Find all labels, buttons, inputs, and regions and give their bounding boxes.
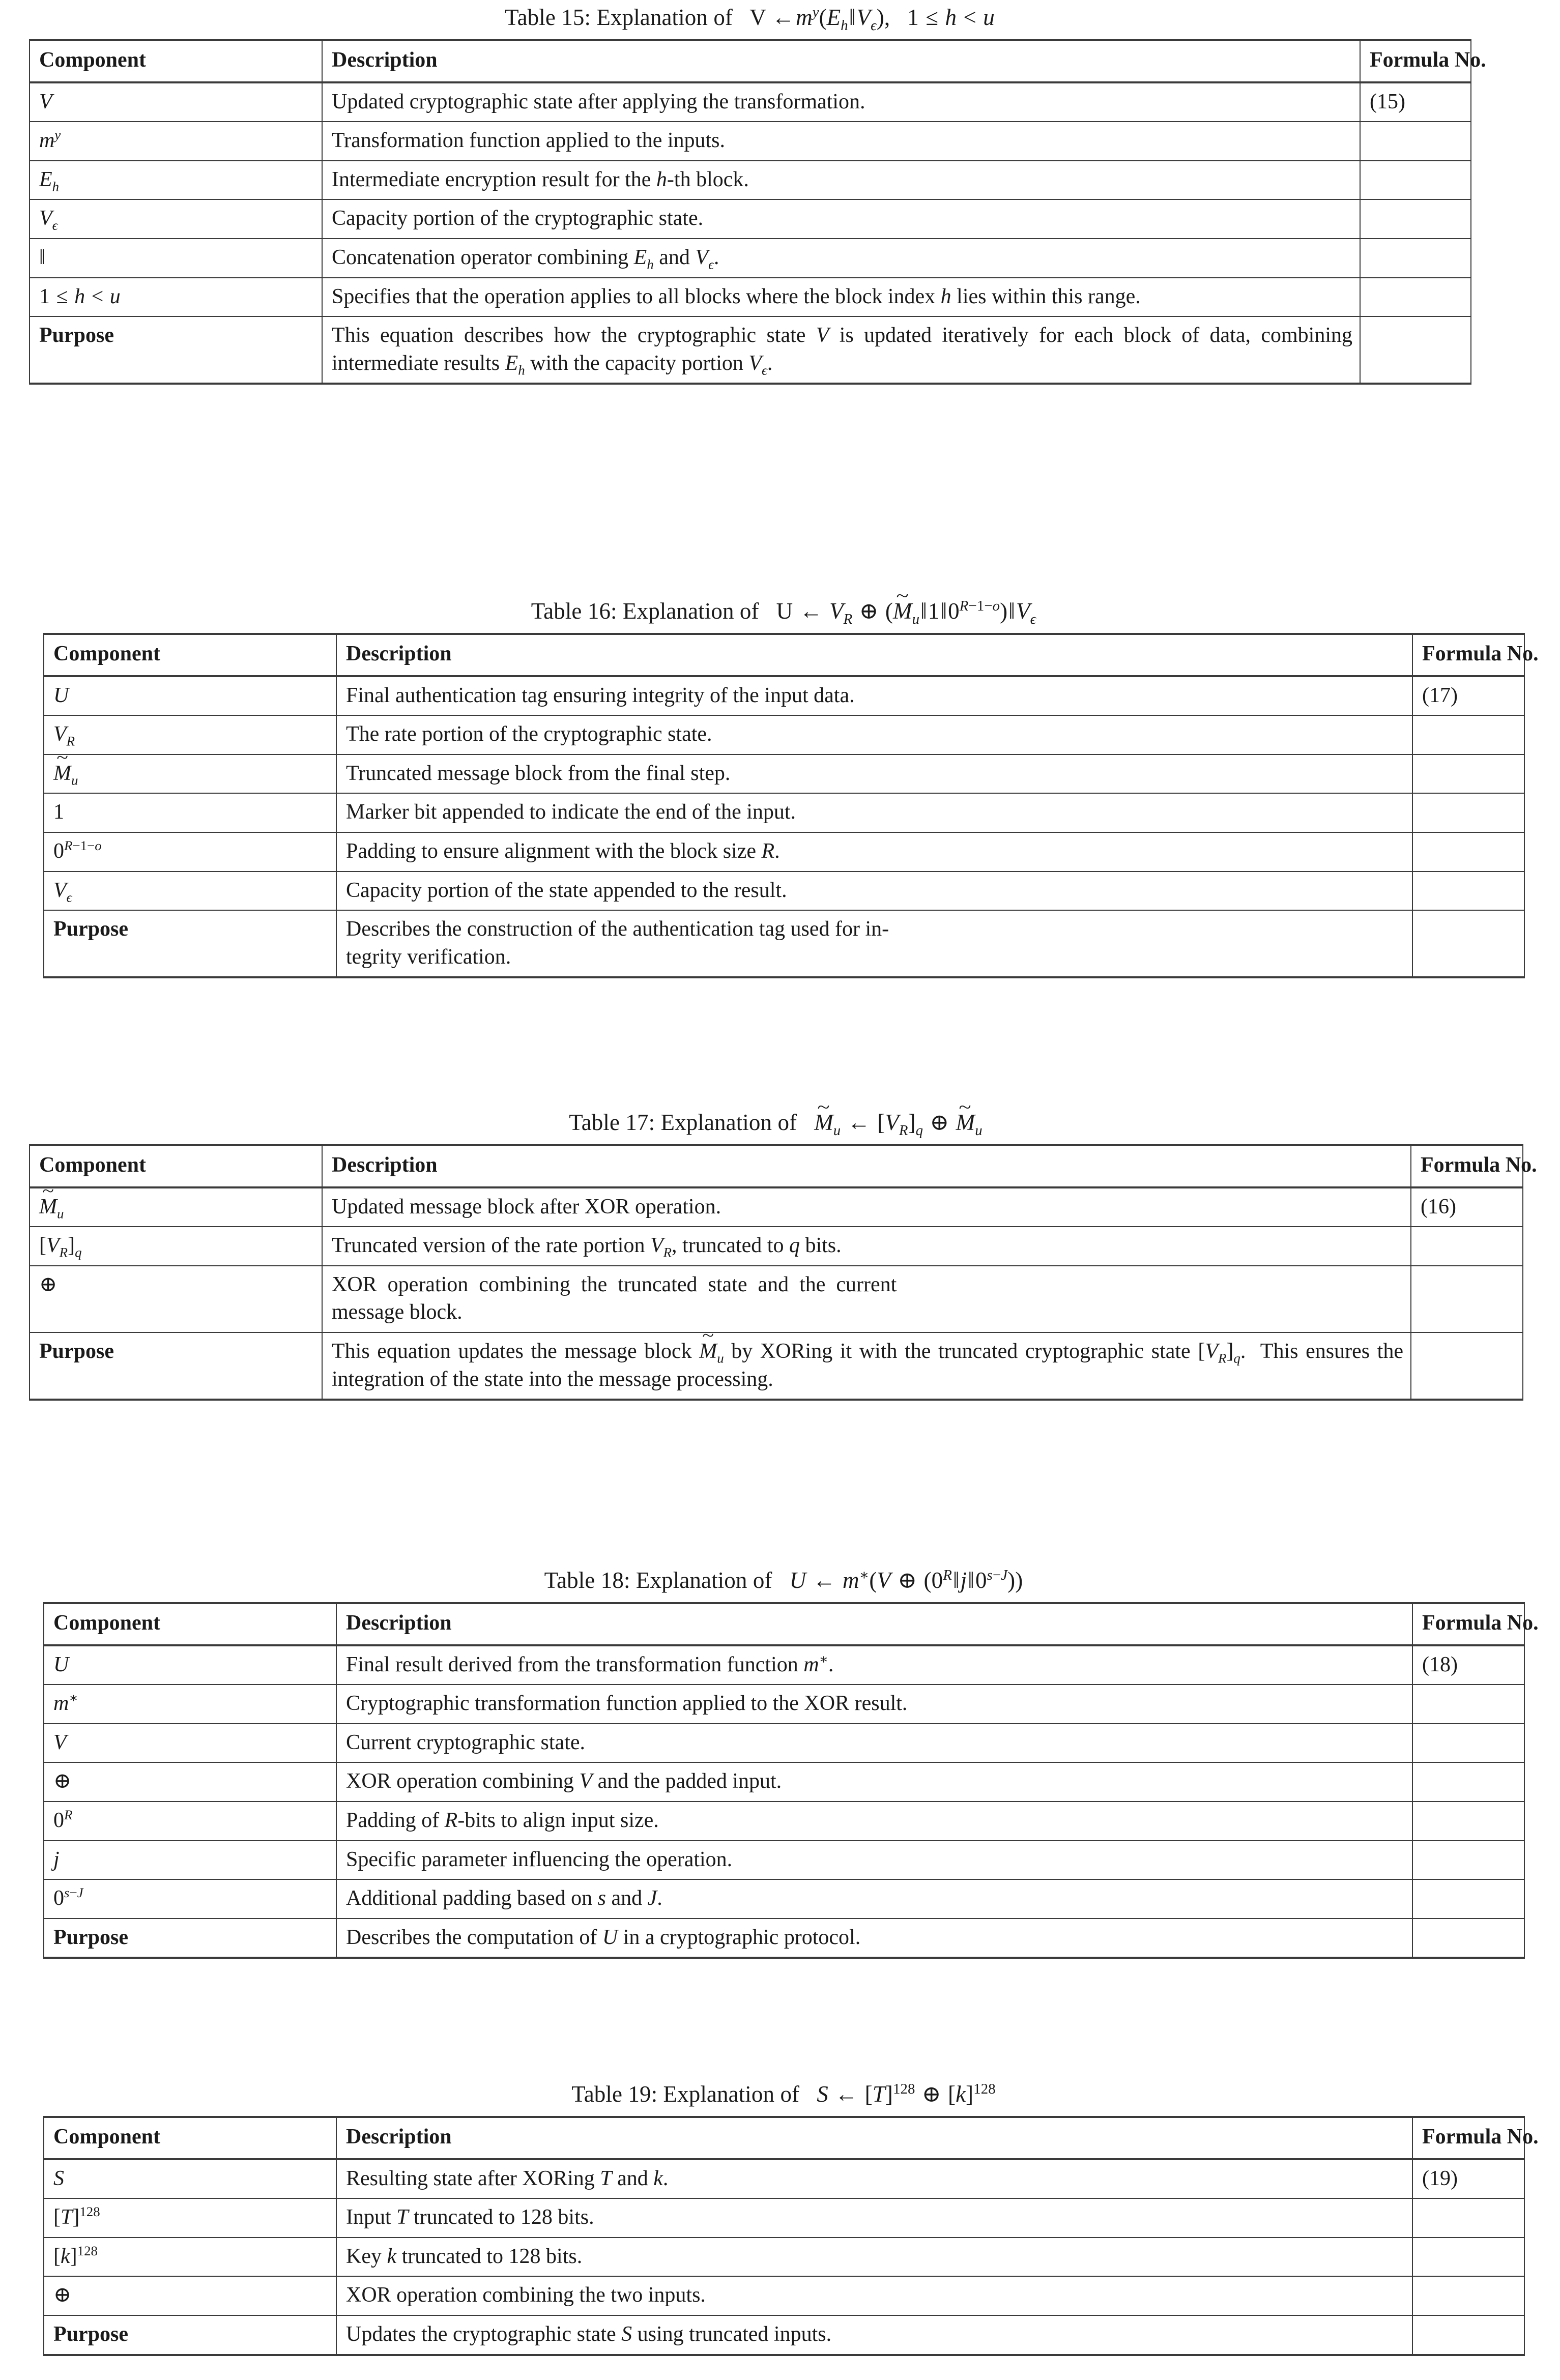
table-header-row [44,1603,1524,1645]
cell-description: Input T truncated to 128 bits. [336,2198,1412,2238]
table-caption-formula-17: ~ $M_u$ ← $[V_R]_q$ ⊕ ~ $M_u$ [803,1110,983,1135]
cell-formula-no [1360,161,1471,200]
column-header-component: Component [44,2117,336,2159]
table-caption-18 [43,1567,1524,1594]
cell-description: Padding of R-bits to align input size. [336,1802,1412,1841]
cell-formula-no: (16) [1411,1187,1523,1227]
cell-formula-no [1412,1762,1524,1802]
table-block-17 [29,1109,1537,1401]
cell-component: ⊕ [44,1762,336,1802]
cell-component: $0^{s-J}$ [44,1879,336,1919]
cell-description: Describes the construction of the authentication tag used for in- tegrity verification. [336,910,1412,977]
table-row [30,1187,1523,1227]
table-row [44,754,1524,794]
cell-formula-no [1412,1841,1524,1880]
table-row [30,239,1471,278]
cell-component: ~ $M_u$ [44,754,336,794]
column-header-component: Component [44,634,336,676]
cell-formula-no [1412,910,1524,977]
cell-formula-no [1412,832,1524,872]
cell-formula-no [1411,1227,1523,1266]
column-header-formula-no: Formula No. [1411,1145,1523,1187]
cell-description: Transformation function applied to the inputs. [322,122,1360,161]
table-row [44,793,1524,832]
column-header-description: Description [336,2117,1412,2159]
column-header-component: Component [30,40,322,82]
cell-description: XOR operation combining the two inputs. [336,2276,1412,2315]
table-caption-prefix-15: Table 15: Explanation of [505,5,733,30]
cell-description: Resulting state after XORing T and k. [336,2159,1412,2199]
cell-description: Truncated message block from the final step. [336,754,1412,794]
column-header-formula-no: Formula No. [1412,2117,1524,2159]
cell-component-purpose: Purpose [44,2315,336,2355]
explanation-table-19 [43,2116,1539,2356]
cell-component: 1 [44,793,336,832]
table-row [44,872,1524,911]
cell-formula-no: (17) [1412,676,1524,716]
table-caption-15 [29,4,1470,34]
table-header-row [44,2117,1524,2159]
cell-component: ~ $M_u$ [30,1187,322,1227]
cell-formula-no [1412,2238,1524,2277]
cell-component: $[V_R]_q$ [30,1227,322,1266]
table-caption-formula-19: S ← $[T]^{128}$ ⊕ $[k]^{128}$ [817,2081,996,2107]
cell-description: XOR operation combining V and the padded input. [336,1762,1412,1802]
cell-component: $0^{R-1-o}$ [44,832,336,872]
cell-formula-no [1412,1879,1524,1919]
table-row [30,161,1471,200]
cell-component: ⊕ [44,2276,336,2315]
table-caption-formula-18: U ← m∗(V ⊕ $(0^R‖j‖0^{s-J})$) [789,1567,1023,1593]
cell-component: U [44,676,336,716]
cell-description: XOR operation combining the truncated state and the current message block. [322,1266,1411,1332]
cell-component: ⊕ [30,1266,322,1332]
column-header-description: Description [336,634,1412,676]
column-header-component: Component [30,1145,322,1187]
table-block-18 [43,1567,1539,1959]
cell-component-purpose: Purpose [44,910,336,977]
table-row [44,832,1524,872]
cell-formula-no [1412,754,1524,794]
column-header-formula-no: Formula No. [1412,1603,1524,1645]
column-header-description: Description [322,40,1360,82]
cell-formula-no [1412,2276,1524,2315]
cell-description: Key k truncated to 128 bits. [336,2238,1412,2277]
table-row-purpose [44,910,1524,977]
table-row [44,1802,1524,1841]
cell-formula-no [1412,2315,1524,2355]
cell-component: j [44,1841,336,1880]
table-header-row [44,634,1524,676]
cell-component: m∗ [44,1685,336,1724]
cell-description: Concatenation operator combining $E_h$ and $V_\epsilon$. [322,239,1360,278]
table-block-16 [43,598,1539,978]
cell-component: S [44,2159,336,2199]
table-row [44,1879,1524,1919]
cell-component: 1 ≤ h < u [30,278,322,317]
table-row [30,199,1471,239]
explanation-table-17 [29,1144,1537,1401]
cell-description: Updates the cryptographic state S using truncated inputs. [336,2315,1412,2355]
table-header-row [30,40,1471,82]
table-row [30,122,1471,161]
cell-component: $[T]^{128}$ [44,2198,336,2238]
cell-description: Intermediate encryption result for the h-th block. [322,161,1360,200]
table-row [44,2159,1524,2199]
table-caption-prefix-17: Table 17: Explanation of [569,1110,797,1135]
cell-description: Updated cryptographic state after applying the transformation. [322,82,1360,122]
table-row-purpose [44,2315,1524,2355]
cell-formula-no [1412,2198,1524,2238]
column-header-description: Description [322,1145,1411,1187]
cell-component: $V_\epsilon$ [30,199,322,239]
cell-description: Updated message block after XOR operation. [322,1187,1411,1227]
cell-component: $E_h$ [30,161,322,200]
cell-formula-no [1412,1724,1524,1763]
table-row [44,1841,1524,1880]
cell-description: Final result derived from the transformation function m∗. [336,1645,1412,1685]
cell-formula-no [1412,1802,1524,1841]
cell-description: Current cryptographic state. [336,1724,1412,1763]
cell-description: Truncated version of the rate portion $V_R$, truncated to q bits. [322,1227,1411,1266]
table-row [44,2238,1524,2277]
cell-component-purpose: Purpose [30,316,322,384]
cell-description: Describes the computation of U in a cryptographic protocol. [336,1919,1412,1958]
cell-component: V [44,1724,336,1763]
table-row-purpose [30,1332,1523,1400]
cell-formula-no: (15) [1360,82,1471,122]
cell-formula-no: (18) [1412,1645,1524,1685]
table-row [44,2276,1524,2315]
cell-formula-no [1412,715,1524,754]
explanation-table-16 [43,633,1539,978]
cell-component-purpose: Purpose [30,1332,322,1400]
table-caption-formula-15: V $\leftarrow m^y(E_h‖V_\epsilon)$, 1 ≤ h < u [749,4,995,34]
table-caption-prefix-19: Table 19: Explanation of [571,2081,800,2107]
cell-description: Specific parameter influencing the operation. [336,1841,1412,1880]
explanation-table-18 [43,1602,1539,1959]
cell-component: ‖ [30,239,322,278]
table-row-purpose [44,1919,1524,1958]
cell-formula-no [1412,793,1524,832]
table-row [44,1685,1524,1724]
table-row [44,1762,1524,1802]
cell-component: $V_\epsilon$ [44,872,336,911]
cell-formula-no [1412,1919,1524,1958]
cell-component: $0^R$ [44,1802,336,1841]
table-row [44,676,1524,716]
explanation-table-15 [29,39,1486,385]
cell-formula-no [1360,239,1471,278]
table-block-15 [29,4,1486,385]
cell-component: V [30,82,322,122]
cell-description: Additional padding based on s and J. [336,1879,1412,1919]
cell-formula-no [1360,278,1471,317]
table-caption-19 [43,2081,1524,2108]
table-caption-prefix-16: Table 16: Explanation of [531,598,759,624]
table-row [30,1266,1523,1332]
cell-formula-no [1411,1266,1523,1332]
cell-formula-no [1360,316,1471,384]
cell-description: This equation describes how the cryptographic state V is updated iteratively for each block of data, combining intermediate results $E_h$ with the capacity portion $V_\epsilon$. [322,316,1360,384]
table-row [44,715,1524,754]
table-row [44,1724,1524,1763]
cell-formula-no: (19) [1412,2159,1524,2199]
table-block-19 [43,2081,1539,2356]
cell-description: Capacity portion of the cryptographic state. [322,199,1360,239]
cell-description: The rate portion of the cryptographic state. [336,715,1412,754]
cell-description: Cryptographic transformation function applied to the XOR result. [336,1685,1412,1724]
table-caption-prefix-18: Table 18: Explanation of [544,1568,772,1593]
table-caption-formula-16: U ← $V_R$ ⊕ (~ $M_u‖1‖0^{R-1-o})‖V_\epsilon$ [765,598,1036,624]
column-header-component: Component [44,1603,336,1645]
column-header-formula-no: Formula No. [1360,40,1471,82]
cell-description: This equation updates the message block ~ $M_u$ by XORing it with the truncated cryptographic state $[V_R]_q$. This ensures the integration of the state into the message processing. [322,1332,1411,1400]
cell-formula-no [1412,1685,1524,1724]
cell-component: $[k]^{128}$ [44,2238,336,2277]
table-caption-16 [43,598,1524,625]
table-caption-17 [29,1109,1522,1139]
table-header-row [30,1145,1523,1187]
table-row [30,1227,1523,1266]
table-row [30,82,1471,122]
table-row [44,1645,1524,1685]
cell-component-purpose: Purpose [44,1919,336,1958]
cell-formula-no [1411,1332,1523,1400]
cell-formula-no [1360,199,1471,239]
table-row-purpose [30,316,1471,384]
cell-formula-no [1412,872,1524,911]
cell-description: Final authentication tag ensuring integrity of the input data. [336,676,1412,716]
cell-description: Capacity portion of the state appended to the result. [336,872,1412,911]
table-row [30,278,1471,317]
cell-description: Specifies that the operation applies to all blocks where the block index h lies within this range. [322,278,1360,317]
column-header-formula-no: Formula No. [1412,634,1524,676]
table-row [44,2198,1524,2238]
column-header-description: Description [336,1603,1412,1645]
cell-description: Padding to ensure alignment with the block size R. [336,832,1412,872]
cell-component: $m^y$ [30,122,322,161]
cell-component: U [44,1645,336,1685]
cell-component: $V_R$ [44,715,336,754]
cell-formula-no [1360,122,1471,161]
cell-description: Marker bit appended to indicate the end of the input. [336,793,1412,832]
